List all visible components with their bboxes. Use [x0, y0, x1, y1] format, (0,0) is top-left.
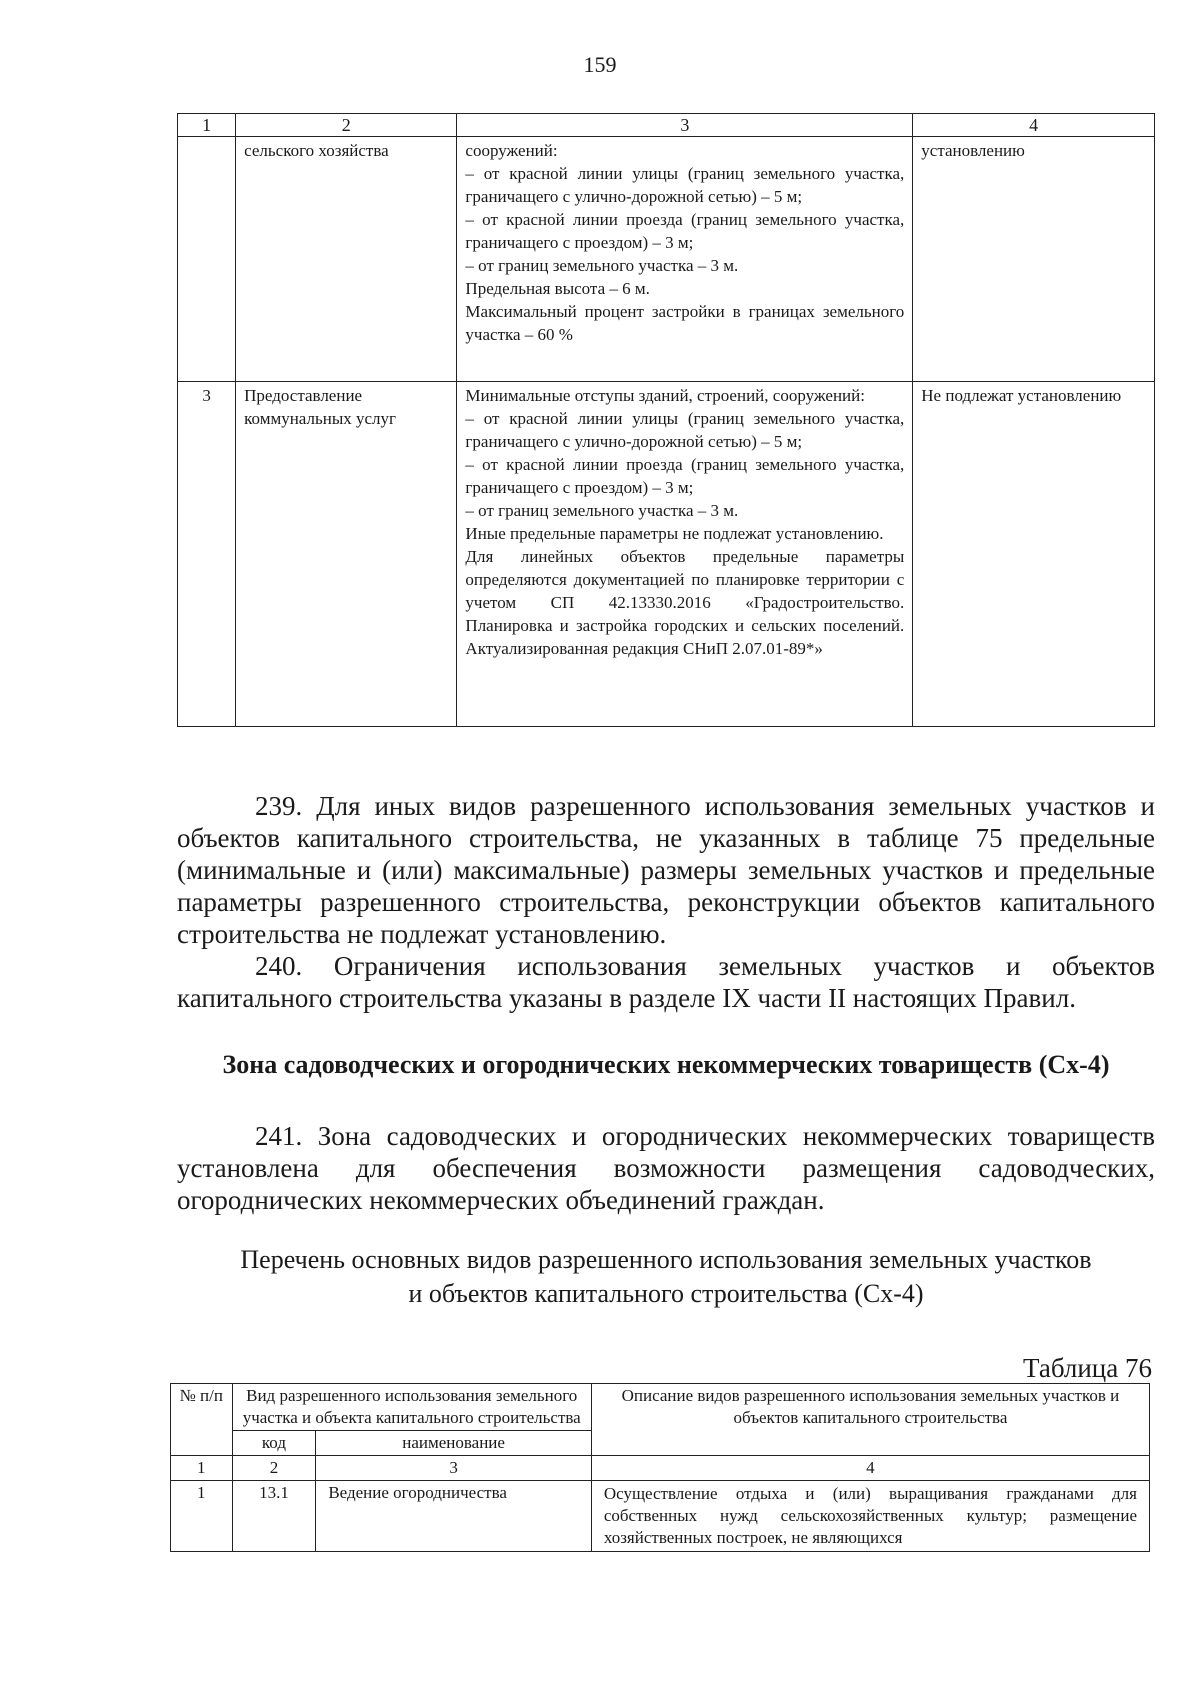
paragraph-241-text: 241. Зона садоводческих и огороднических некоммерческих товариществ установлена для обеспечения возможности размещения садоводческих, огороднических некоммерческих объединений граждан.	[177, 1121, 1155, 1215]
table-label: Таблица 76	[1023, 1353, 1152, 1383]
header-col-2: 2	[236, 114, 457, 137]
col-number-2: 2	[232, 1456, 316, 1481]
table-title-line-2: и объектов капитального строительства (Сх-4)	[408, 1279, 924, 1308]
row-note: установлению	[913, 137, 1155, 382]
row-number	[178, 137, 236, 382]
table-row	[171, 1481, 1150, 1552]
header-number: № п/п	[171, 1384, 233, 1456]
table-row	[178, 382, 1155, 727]
row-number: 1	[171, 1481, 233, 1552]
row-description: Осуществление отдыха и (или) выращивания гражданами для собственных нужд сельскохозяйственных культур; размещение хозяйственных построек, не являющихся	[591, 1481, 1149, 1552]
header-kind: Вид разрешенного использования земельного участка и объекта капитального строительства	[232, 1384, 591, 1431]
param-line: сооружений:	[465, 141, 558, 160]
section-heading: Зона садоводческих и огороднических некоммерческих товариществ (Сх-4)	[222, 1050, 1110, 1079]
param-line: Для линейных объектов предельные параметры определяются документацией по планировке территории с учетом СП 42.13330.2016 «Градостроительство. Планировка и застройка городских и сельских поселений. Актуализированная редакция СНиП 2.07.01-89*»	[465, 547, 905, 658]
col-number-1: 1	[171, 1456, 233, 1481]
paragraph-241	[177, 1120, 1155, 1216]
table-header-row	[178, 114, 1155, 137]
header-name: наименование	[316, 1431, 592, 1456]
row-code: 13.1	[232, 1481, 316, 1552]
param-line: – от красной линии проезда (границ земельного участка, граничащего с проездом) – 3 м;	[465, 455, 905, 497]
param-line: – от красной линии улицы (границ земельного участка, граничащего с улично-дорожной сетью) – 5 м;	[465, 409, 905, 451]
paragraph-239	[177, 790, 1155, 950]
row-note: Не подлежат установлению	[913, 382, 1155, 727]
header-description: Описание видов разрешенного использования земельных участков и объектов капитального строительства	[591, 1384, 1149, 1456]
page-number: 159	[583, 52, 617, 77]
table-row	[178, 137, 1155, 382]
param-line: Минимальные отступы зданий, строений, сооружений:	[465, 386, 865, 405]
paragraph-240-text: 240. Ограничения использования земельных участков и объектов капитального строительства указаны в разделе IX части II настоящих Правил.	[177, 951, 1155, 1013]
row-use-name: Предоставление коммунальных услуг	[236, 382, 457, 727]
param-line: Предельная высота – 6 м.	[465, 279, 650, 298]
param-line: – от красной линии проезда (границ земельного участка, граничащего с проездом) – 3 м;	[465, 210, 905, 252]
header-col-4: 4	[913, 114, 1155, 137]
header-col-3: 3	[457, 114, 913, 137]
col-number-4: 4	[591, 1456, 1149, 1481]
col-number-3: 3	[316, 1456, 592, 1481]
param-line: Иные предельные параметры не подлежат установлению.	[465, 524, 884, 543]
param-line: – от границ земельного участка – 3 м.	[465, 256, 739, 275]
row-number: 3	[178, 382, 236, 727]
row-use-name: сельского хозяйства	[236, 137, 457, 382]
param-line: – от границ земельного участка – 3 м.	[465, 501, 739, 520]
row-params	[457, 382, 913, 727]
param-line: Максимальный процент застройки в границах земельного участка – 60 %	[465, 302, 905, 344]
table-header-row	[171, 1384, 1150, 1431]
table-75-continuation	[177, 113, 1155, 727]
header-code: код	[232, 1431, 316, 1456]
header-col-1: 1	[178, 114, 236, 137]
row-name: Ведение огородничества	[316, 1481, 592, 1552]
table-title	[177, 1243, 1155, 1311]
table-76	[170, 1383, 1150, 1552]
paragraph-240	[177, 950, 1155, 1014]
row-params	[457, 137, 913, 382]
paragraph-239-text: 239. Для иных видов разрешенного использования земельных участков и объектов капитального строительства, не указанных в таблице 75 предельные (минимальные и (или) максимальные) размеры земельных участков и предельные параметры разрешенного строительства, реконструкции объектов капитального строительства не подлежат установлению.	[177, 791, 1155, 949]
table-title-line-1: Перечень основных видов разрешенного использования земельных участков	[240, 1245, 1092, 1274]
param-line: – от красной линии улицы (границ земельного участка, граничащего с улично-дорожной сетью) – 5 м;	[465, 164, 905, 206]
table-number-row	[171, 1456, 1150, 1481]
